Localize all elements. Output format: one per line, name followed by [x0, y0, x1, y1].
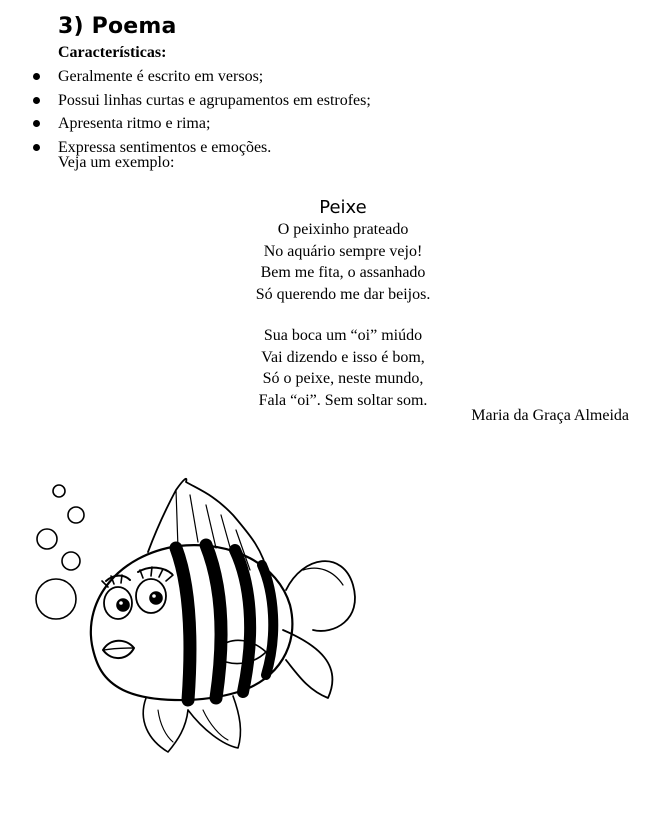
list-item-text: Apresenta ritmo e rima;	[58, 115, 211, 132]
poem-line: Só o peixe, neste mundo,	[262, 370, 424, 388]
characteristics-heading: Características:	[58, 44, 167, 61]
poem-author: Maria da Graça Almeida	[471, 407, 629, 424]
list-item	[26, 89, 371, 113]
list-item-text: Possui linhas curtas e agrupamentos em estrofes;	[58, 91, 371, 109]
bullet-icon	[33, 120, 40, 127]
poem-stanza	[0, 325, 652, 411]
example-intro: Veja um exemplo:	[58, 154, 175, 171]
poem-line: O peixinho prateado	[277, 221, 409, 238]
poem-line: Fala “oi”. Sem soltar som.	[258, 391, 428, 409]
bullet-icon	[33, 73, 40, 80]
bubbles-icon	[36, 485, 84, 619]
list-item-text: Geralmente é escrito em versos;	[58, 68, 264, 85]
poem-line: Sua boca um “oi” miúdo	[263, 327, 423, 344]
list-item	[26, 112, 371, 136]
section-title: 3) Poema	[58, 14, 177, 39]
poem-line: Só querendo me dar beijos.	[255, 285, 431, 303]
list-item	[26, 65, 371, 89]
list-item-text: Expressa sentimentos e emoções.	[58, 138, 272, 156]
poem-title: Peixe	[319, 197, 367, 218]
fish-illustration	[28, 470, 368, 770]
bullet-icon	[33, 97, 40, 104]
bullet-icon	[33, 144, 40, 151]
poem-line: No aquário sempre vejo!	[263, 242, 423, 260]
characteristics-list	[26, 65, 371, 159]
poem-stanza	[0, 219, 652, 305]
poem-line: Vai dizendo e isso é bom,	[261, 348, 425, 366]
poem-line: Bem me fita, o assanhado	[260, 264, 426, 282]
